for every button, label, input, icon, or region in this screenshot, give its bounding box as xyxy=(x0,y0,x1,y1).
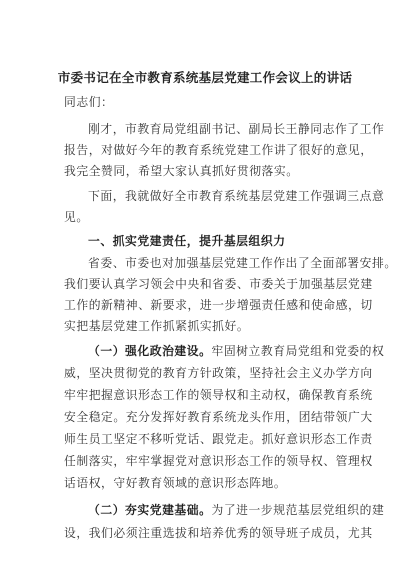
salutation: 同志们： xyxy=(64,95,114,109)
subsection-1-text: 牢固树立教育局党组和党委的权 xyxy=(211,344,385,358)
section-1-heading: 一、抓实党建责任，提升基层组织力 xyxy=(88,234,286,248)
paragraph-1-line-1: 刚才，市教育局党组副书记、副局长王静同志作了工作 xyxy=(88,122,385,136)
paragraph-3-line-1: 省委、市委也对加强基层党建工作作出了全面部署安排。 xyxy=(88,256,397,270)
paragraph-1-line-3: 我完全赞同，希望大家认真抓好贯彻落实。 xyxy=(64,164,299,178)
subsection-2-label: （二）夯实党建基础。 xyxy=(88,503,212,517)
subsection-1-first-line xyxy=(88,344,385,358)
paragraph-3-line-4: 实把基层党建工作抓紧抓实抓好。 xyxy=(64,319,250,333)
paragraph-3-line-3: 工作的新精神、新要求，进一步增强责任感和使命感，切 xyxy=(64,298,373,312)
paragraph-1-line-2: 报告，对做好今年的教育系统党建工作讲了很好的意见， xyxy=(64,143,373,157)
subsection-1-line-5: 师生员工坚定不移听党话、跟党走。抓好意识形态工作责 xyxy=(64,432,373,446)
subsection-2-text: 为了进一步规范基层党组织的建 xyxy=(211,503,385,517)
paragraph-2-line-1: 下面，我就做好全市教育系统基层党建工作强调三点意 xyxy=(88,189,385,203)
subsection-2-first-line xyxy=(88,503,385,517)
subsection-1-label: （一）强化政治建设。 xyxy=(88,344,212,358)
subsection-2-line-2: 设，我们必须注重选拔和培养优秀的领导班子成员，尤其 xyxy=(64,526,373,540)
paragraph-2-line-2: 见。 xyxy=(64,210,89,224)
subsection-1-line-7: 话语权，守好教育领域的意识形态阵地。 xyxy=(64,476,287,490)
speech-title: 市委书记在全市教育系统基层党建工作会议上的讲话 xyxy=(57,70,353,85)
subsection-1-line-2: 威，坚决贯彻党的教育方针政策，坚持社会主义办学方向 xyxy=(64,366,373,380)
subsection-1-line-3: 牢牢把握意识形态工作的领导权和主动权，确保教育系统 xyxy=(64,388,373,402)
paragraph-3-line-2: 我们要认真学习领会中央和省委、市委关于加强基层党建 xyxy=(64,277,373,291)
subsection-1-line-4: 安全稳定。充分发挥好教育系统龙头作用，团结带领广大 xyxy=(64,410,373,424)
subsection-1-line-6: 任制落实，牢牢掌握党对意识形态工作的领导权、管理权 xyxy=(64,454,373,468)
